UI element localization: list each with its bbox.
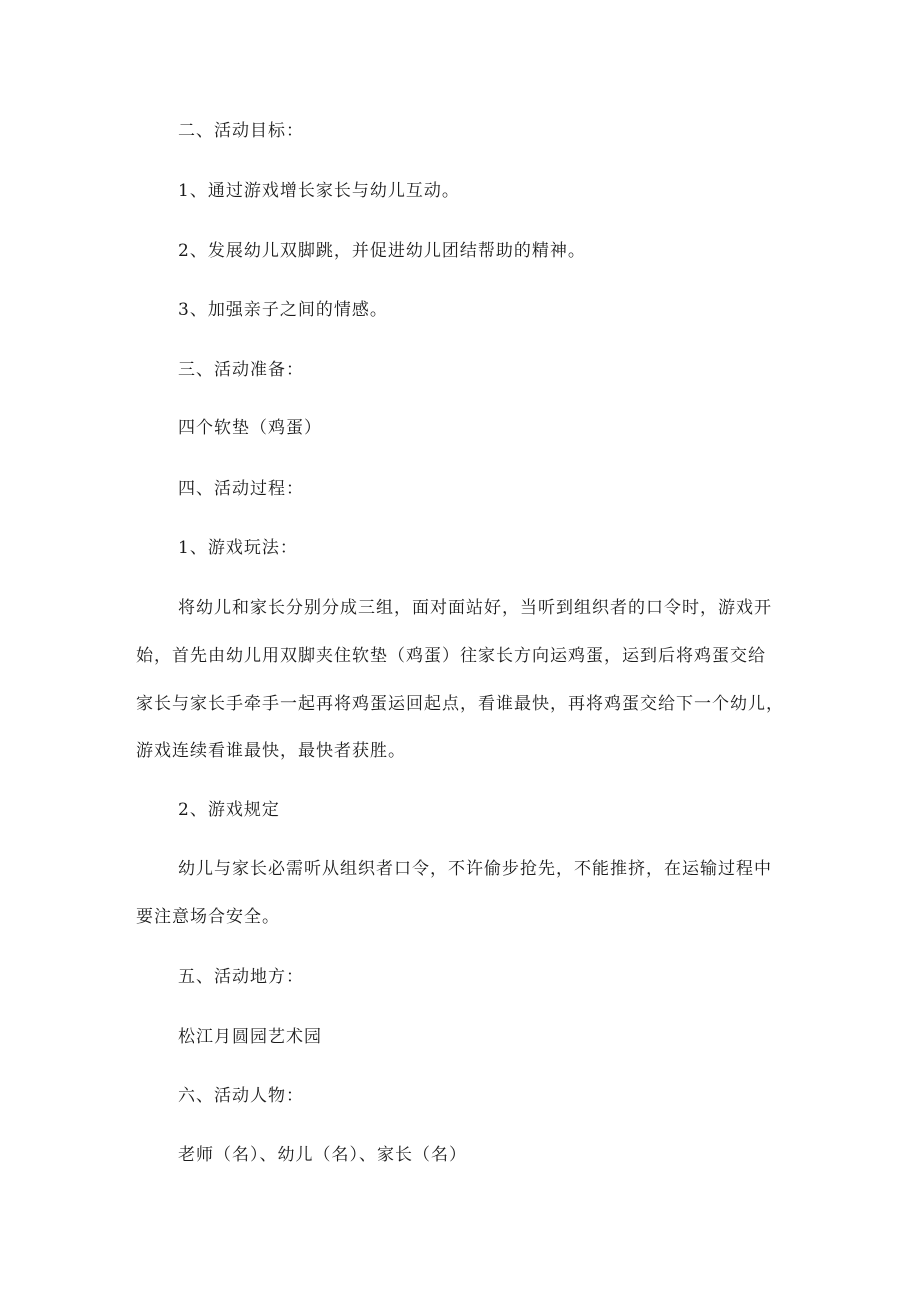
section-2-heading: 二、活动目标： xyxy=(178,121,304,141)
location-text: 松江月圆园艺术园 xyxy=(178,1027,322,1047)
process-2-line: 幼儿与家长必需听从组织者口令，不许偷步抢先，不能推挤，在运输过程中 xyxy=(178,859,772,879)
process-1-line: 家长与家长手牵手一起再将鸡蛋运回起点，看谁最快，再将鸡蛋交给下一个幼儿， xyxy=(136,694,784,714)
section-4-heading: 四、活动过程： xyxy=(178,479,304,499)
section-6-heading: 六、活动人物： xyxy=(178,1086,304,1106)
section-3-heading: 三、活动准备： xyxy=(178,360,304,380)
process-1-line: 始，首先由幼儿用双脚夹住软垫（鸡蛋）往家长方向运鸡蛋，运到后将鸡蛋交给 xyxy=(136,646,766,666)
process-2-line: 要注意场合安全。 xyxy=(136,907,280,927)
process-2-heading: 2、游戏规定 xyxy=(178,800,280,820)
section-5-heading: 五、活动地方： xyxy=(178,967,304,987)
process-1-line: 将幼儿和家长分别分成三组，面对面站好，当听到组织者的口令时，游戏开 xyxy=(178,598,772,618)
goal-item-2: 2、发展幼儿双脚跳，并促进幼儿团结帮助的精神。 xyxy=(178,241,586,261)
process-1-heading: 1、游戏玩法： xyxy=(178,538,298,558)
preparation-text: 四个软垫（鸡蛋） xyxy=(178,418,322,438)
process-1-line: 游戏连续看谁最快，最快者获胜。 xyxy=(136,741,406,761)
goal-item-1: 1、通过游戏增长家长与幼儿互动。 xyxy=(178,181,460,201)
goal-item-3: 3、加强亲子之间的情感。 xyxy=(178,300,388,320)
participants-text: 老师（名）、幼儿（名）、家长（名） xyxy=(178,1145,467,1165)
